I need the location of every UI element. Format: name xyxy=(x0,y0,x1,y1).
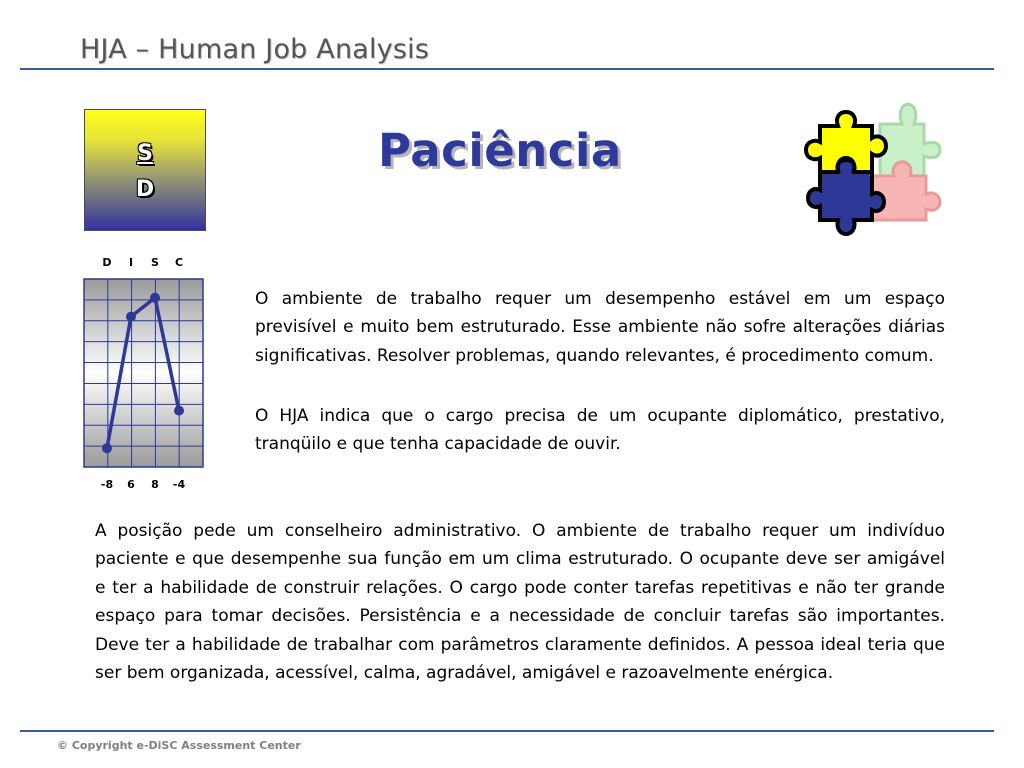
profile-letter-primary: S xyxy=(137,141,153,166)
profile-letter-secondary: D xyxy=(135,177,155,202)
profile-badge xyxy=(84,109,206,231)
disc-value-c: -4 xyxy=(172,478,186,491)
header-divider xyxy=(20,68,994,70)
header-title: HJA – Human Job Analysis xyxy=(80,34,430,65)
disc-value-s: 8 xyxy=(151,478,159,491)
paragraph-environment: O ambiente de trabalho requer um desempenho estável em um espaço previsível e muito bem estruturado. Esse ambiente não sofre alterações diárias significativas. Resolver problemas, quando relevantes, é procedimento comum. xyxy=(255,289,945,366)
disc-point-d xyxy=(102,443,112,453)
footer-divider xyxy=(20,730,994,732)
disc-value-d: -8 xyxy=(100,478,114,491)
disc-point-c xyxy=(174,406,184,416)
page-title: Paciência xyxy=(378,124,622,177)
paragraph-hja-indication: O HJA indica que o cargo precisa de um ocupante diplomático, prestativo, tranqüilo e que tenha capacidade de ouvir. xyxy=(255,406,945,455)
disc-label-d: D xyxy=(102,256,112,269)
disc-label-s: S xyxy=(151,256,159,269)
footer-copyright: © Copyright e-DiSC Assessment Center xyxy=(57,739,301,752)
disc-value-i: 6 xyxy=(127,478,135,491)
disc-point-i xyxy=(126,312,136,322)
disc-graph xyxy=(80,250,220,495)
disc-label-c: C xyxy=(174,256,184,269)
disc-point-s xyxy=(150,293,160,303)
puzzle-pieces-icon xyxy=(798,98,948,248)
disc-label-i: I xyxy=(128,256,134,269)
paragraph-position-description: A posição pede um conselheiro administrativo. O ambiente de trabalho requer um indivíduo paciente e que desempenhe sua função em um clima estruturado. O ocupante deve ser amigável e ter a habilidade de construir relações. O cargo pode conter tarefas repetitivas e não ter grande espaço para tomar decisões. Persistência e a necessidade de concluir tarefas são importantes. Deve ter a habilidade de trabalhar com parâmetros claramente definidos. A pessoa ideal teria que ser bem organizada, acessível, calma, agradável, amigável e razoavelmente enérgica. xyxy=(95,521,945,684)
